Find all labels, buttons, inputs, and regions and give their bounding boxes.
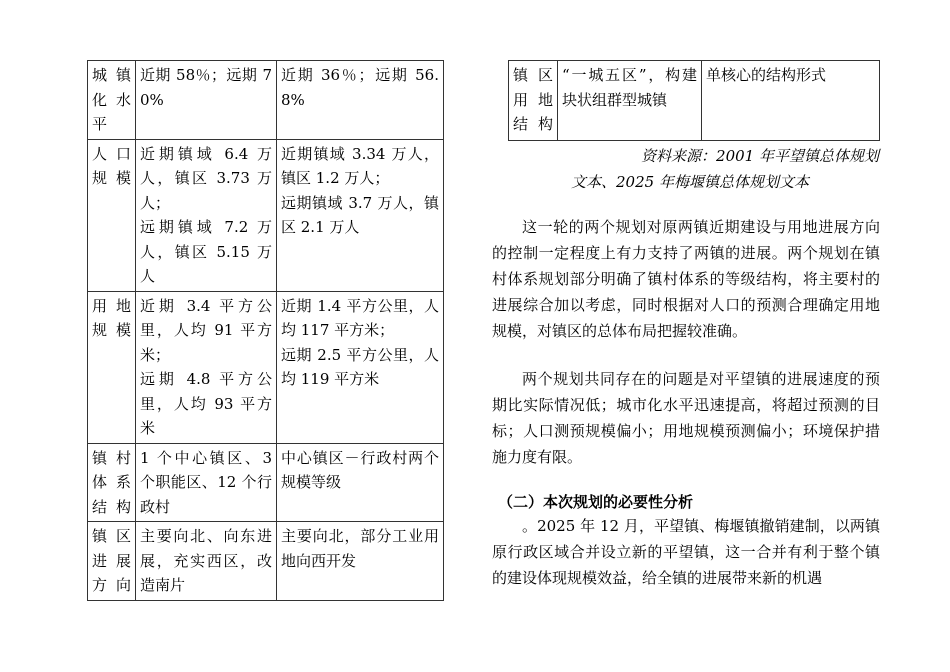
table-row [88,61,444,140]
cell-line: 远期 2.5 平方公里，人均 119 平方米 [281,345,439,388]
cell-line: 近期 1.4 平方公里，人均 117 平方米； [281,296,439,339]
table-row [88,522,444,601]
cell-pingwang-development-direction: 主要向北、向东进展，充实西区，改造南片 [136,522,277,601]
table-row [88,443,444,522]
body-paragraph: 这一轮的两个规划对原两镇近期建设与用地进展方向的控制一定程度上有力支持了两镇的进展。两个规划在镇村体系规划部分明确了镇村体系的等级结构，将主要村的进展综合加以考虑，同时根据对人口的预测合理确定用地规模，对镇区的总体布局把握较准确。 [492,218,880,340]
source-note: 资料来源：2001 年平望镇总体规划 [641,147,879,165]
cell-meiyan-land-structure: 单核心的结构形式 [702,61,880,141]
cell-meiyan-land-use [277,291,444,443]
cell-line: 远期镇域 7.2 万人，镇区 5.15 万人 [140,218,272,285]
cell-meiyan-development-direction: 主要向北，部分工业用地向西开发 [277,522,444,601]
table-row [88,291,444,443]
body-paragraph: 。2025 年 12 月，平望镇、梅堰镇撤销建制，以两镇原行政区域合并设立新的平望镇，这一合并有利于整个镇的建设体现规模效益，给全镇的进展带来新的机遇 [492,517,880,587]
table-row [509,61,880,141]
source-note: 文本、2025 年梅堰镇总体规划文本 [571,173,809,191]
cell-line: 近期镇域 6.4 万人，镇区 3.73 万人； [140,144,272,212]
row-label-land-use: 用地规模 [88,291,136,443]
row-label-development-direction: 镇区进展方向 [88,522,136,601]
cell-meiyan-settlement-system: 中心镇区－行政村两个规模等级 [277,443,444,522]
row-label-urbanization: 城镇化水平 [88,61,136,140]
cell-pingwang-land-use [136,291,277,443]
cell-line: 近期 3.4 平方公里，人均 91 平方米； [140,296,272,364]
row-label-town-land-structure: 镇区用地结构 [509,61,558,141]
table-row [88,139,444,291]
comparison-table-left [87,60,444,601]
cell-meiyan-population [277,139,444,291]
cell-pingwang-urbanization: 近期 58％；远期 70% [136,61,277,140]
cell-pingwang-settlement-system: 1 个中心镇区、3 个职能区、12 个行政村 [136,443,277,522]
cell-line: 远期 4.8 平方公里，人均 93 平方米 [140,370,272,437]
cell-line: 近期镇域 3.34 万人，镇区 1.2 万人； [281,144,439,187]
comparison-table-right [508,60,880,141]
row-label-settlement-system: 镇村体系结构 [88,443,136,522]
cell-line: 远期镇域 3.7 万人，镇区 2.1 万人 [281,193,439,236]
cell-meiyan-urbanization: 近期 36％；远期 56.8% [277,61,444,140]
body-paragraph: 两个规划共同存在的问题是对平望镇的进展速度的预期比实际情况低；城市化水平迅速提高，将超过预测的目标；人口测预规模偏小；用地规模预测偏小；环境保护措施力度有限。 [492,370,880,466]
cell-pingwang-land-structure: “一城五区”，构建块状组群型城镇 [558,61,702,141]
section-heading: （二）本次规划的必要性分析 [498,493,694,511]
row-label-population: 人口规模 [88,139,136,291]
cell-pingwang-population [136,139,277,291]
